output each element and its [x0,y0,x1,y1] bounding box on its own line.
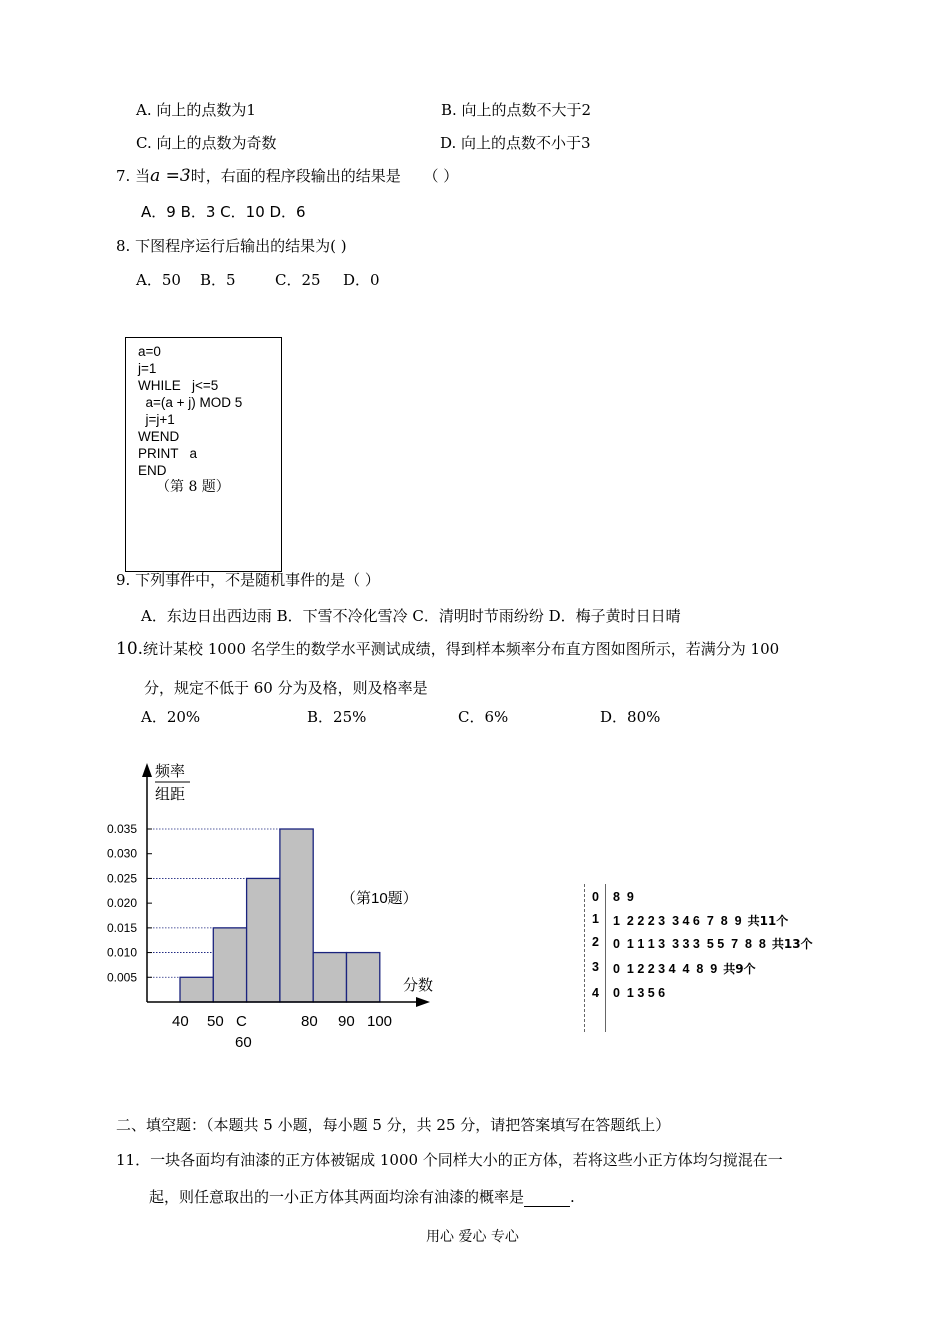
leaf-count-note: 共13个 [771,937,813,951]
histogram-chart [95,755,455,1055]
q7-number: 7. [116,167,131,185]
leaf-values: 0 1 1 1 3 3 3 3 5 5 7 8 8 共13个 [613,937,813,951]
leaf-values: 1 2 2 2 3 3 4 6 7 8 9 共11个 [613,914,789,928]
y-tick-label: 0.005 [107,970,138,985]
q9-stem: 9. 下列事件中，不是随机事件的是（ ） [116,571,380,589]
q11-end: . [570,1188,575,1206]
y-tick-label: 0.025 [107,871,138,886]
code-line: WHILE j<=5 [138,378,219,393]
y-tick-label: 0.015 [107,920,138,935]
x-tick-label: 90 [338,1013,355,1030]
q8-stem: 8. 下图程序运行后输出的结果为( ) [116,237,347,255]
stem-value: 0 [592,890,599,904]
q11-line1: 11．一块各面均有油漆的正方体被锯成 1000 个同样大小的正方体，若将这些小正方体均匀搅混在一 [116,1151,783,1169]
q8-option-c: C．25 [275,271,321,289]
q10-number: 10. [116,639,144,659]
stem-value: 3 [592,960,599,974]
q10-line1 [116,639,779,659]
q7-stem [116,166,458,186]
stem-value: 2 [592,935,599,949]
y-tick-label: 0.030 [107,846,138,861]
code-line: j=1 [138,361,157,376]
chart-caption: （第10题） [341,890,418,907]
leaf-count-note: 共11个 [747,914,789,928]
y-label-bottom: 组距 [155,786,186,803]
q8-code-box [125,337,282,572]
section2-heading: 二、填空题：（本题共 5 小题，每小题 5 分，共 25 分，请把答案填写在答题纸上） [116,1116,671,1134]
x-tick-label: 100 [367,1013,393,1030]
x-tick-label-60: 60 [235,1034,252,1051]
histogram-bar [213,928,246,1002]
stem-leaf-row [584,890,854,908]
q6-option-b: B. 向上的点数不大于2 [441,101,592,119]
q8-option-a: A．50 [136,271,181,289]
histogram-bar [280,829,313,1002]
stem-leaf-plot [584,880,854,1032]
histogram-bar [347,953,380,1002]
code-line: PRINT a [138,446,198,461]
y-tick-label: 0.010 [107,945,138,960]
stem-value: 1 [592,912,599,926]
code-line: j=j+1 [138,412,175,427]
page-footer: 用心 爱心 专心 [426,1229,519,1245]
x-tick-label: 50 [207,1013,224,1030]
x-axis-arrow [416,997,430,1007]
x-tick-label: 80 [301,1013,318,1030]
x-tick-label: 40 [172,1013,189,1030]
q6-option-c: C. 向上的点数为奇数 [136,134,277,152]
q10-text: 统计某校 1000 名学生的数学水平测试成绩，得到样本频率分布直方图如图所示，若满分为 100 [143,640,780,658]
q7-math: a =3 [150,166,191,186]
y-axis-arrow [142,763,152,777]
q7-pre: 当 [135,167,151,185]
code-caption: （第 8 题） [156,479,230,495]
y-tick-label: 0.020 [107,896,138,911]
q7-options: A．9 B．3 C．10 D．6 [141,203,306,221]
stem-leaf-row [584,986,854,1004]
y-label-top: 频率 [155,763,186,780]
stem-value: 4 [592,986,599,1000]
q6-option-a: A. 向上的点数为1 [136,101,256,119]
code-line: a=0 [138,344,161,359]
answer-blank[interactable] [524,1191,570,1207]
q9-options: A．东边日出西边雨 B．下雪不冷化雪冷 C．清明时节雨纷纷 D．梅子黄时日日晴 [141,607,681,625]
x-tick-label: C [236,1013,247,1030]
q11-text: 起，则任意取出的一小正方体其两面均涂有油漆的概率是 [149,1188,525,1206]
q10-option-b: B．25% [307,708,367,726]
q8-option-b: B．5 [200,271,236,289]
code-line: END [138,463,167,478]
histogram-bar [180,977,213,1002]
y-tick-label: 0.035 [107,822,138,836]
stem-leaf-row [584,960,854,978]
leaf-values: 0 1 2 2 3 4 4 8 9 共9个 [613,962,756,976]
histogram-bar [313,953,346,1002]
q10-option-d: D．80% [600,708,661,726]
stem-leaf-row [584,912,854,930]
q7-paren: （ ） [423,167,459,185]
code-line: a=(a + j) MOD 5 [138,395,243,410]
code-line: WEND [138,429,180,444]
leaf-count-note: 共9个 [723,962,756,976]
q10-option-a: A．20% [141,708,201,726]
leaf-values: 8 9 [613,890,634,904]
q11-line2 [149,1187,575,1207]
q6-option-d: D. 向上的点数不小于3 [440,134,591,152]
q10-line2: 分，规定不低于 60 分为及格，则及格率是 [144,679,428,697]
leaf-values: 0 1 3 5 6 [613,986,666,1000]
histogram-bar [247,878,280,1002]
q7-post: 时，右面的程序段输出的结果是 [190,167,401,185]
q10-option-c: C．6% [458,708,509,726]
stem-leaf-row [584,935,854,953]
x-label: 分数 [403,977,434,994]
q8-option-d: D．0 [343,271,380,289]
